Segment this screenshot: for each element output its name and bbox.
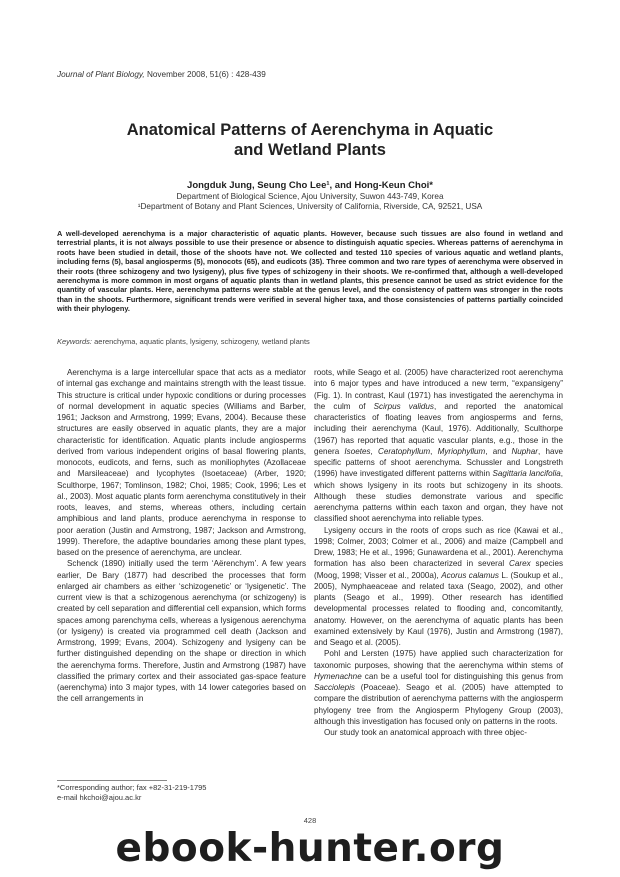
title-line-1: Anatomical Patterns of Aerenchyma in Aquatic (126, 121, 494, 139)
affiliation-1: Department of Biological Science, Ajou University, Suwon 443-749, Korea (176, 192, 444, 201)
keywords-label: Keywords: (57, 337, 93, 346)
body-column-right (314, 367, 563, 738)
journal-citation (57, 70, 266, 79)
author-list: Jongduk Jung, Seung Cho Lee¹, and Hong-Keun Choi* (187, 180, 433, 191)
page-number: 428 (303, 816, 317, 825)
paper-title (60, 120, 560, 160)
keywords (57, 337, 563, 346)
title-line-2: and Wetland Plants (234, 141, 386, 159)
body-paragraph: roots, while Seago et al. (2005) have characterized root aerenchyma into 6 major types and have introduced a new term, “expansigeny” (Fig. 1). In contrast, Kaul (1971) has investigated the aerenchyma in the culm of Scirpus validus, and reported the anatomical characteristics of floating leaves from angiosperms and ferns, including their aerenchyma (Kaul, 1976). Additionally, Sculthorpe (1967) has reported that aquatic vascular plants, e.g., those in the genera Isoetes, Ceratophyllum, Myriophyllum, and Nuphar, have specific patterns of shoot aerenchyma. Schussler and Longstreth (1996) have investigated different patterns within Sagittaria lancifolia, which shows lysigeny in its roots but schizogeny in its shoots. Although these studies demonstrate various and specific aerenchyma patterns within each taxon and organ, they have not classified shoot aerenchyma into reliable types. (314, 368, 564, 524)
footnote-fax: *Corresponding author; fax +82-31-219-1795 (57, 783, 207, 792)
footnote (57, 783, 306, 802)
body-paragraph: Schenck (1890) initially used the term ‘Aërenchym’. A few years earlier, De Bary (1877) had described the processes that form enlarged air chambers as either ‘schizogenetic’ or ‘lysigenetic’. The current view is that a schizogenous aerenchyma (or schizogeny) is created by cell separation and differential cell expansion, which forms spaces among parenchyma cells, whereas a lysigenous aerenchyma (or lysigeny) is created via programmed cell death (Jackson and Armstrong, 1999; Evans, 2004). Schizogeny and lysigeny can be further distinguished depending on the shape or direction in which the aerenchyma forms. Therefore, Justin and Armstrong (1987) have classified the primary cortex and their associated gas-space feature (aerenchyma) into 3 major types, with 14 lower categories based on the cell arrangements in (57, 559, 306, 704)
footnote-divider (57, 780, 167, 781)
body-paragraph: Aerenchyma is a large intercellular space that acts as a mediator of internal gas exchange and maintains strength with the least tissue. This structure is critical under hypoxic conditions or during processes of normal development in aquatic species (Williams and Barber, 1961; Jackson and Armstrong, 1999; Evans, 2004). Because these structures are easily observed in aquatic plants, they are a major characteristic for identification. Aquatic plants include angiosperms derived from various independent origins of basal flowering plants, monocots, eudicots, and ferns, such as moniliophytes (Azollaceae and Marsileaceae) and lycophytes (Isoetaceae) (Arber, 1920; Sculthorpe, 1967; Tomlinson, 1982; Choi, 1985; Cook, 1996; Les et al., 2003). Most aquatic plants form aerenchyma constitutively in their roots, leaves, and stems, whereas others, including certain amphibious and land plants, produce aerenchyma in response to poor aeration (Justin and Armstrong, 1987; Jackson and Armstrong, 1999). Therefore, the adaptive boundaries among these plant types, based on the presence of aerenchyma, are unclear. (57, 368, 306, 557)
body-paragraph: Lysigeny occurs in the roots of crops such as rice (Kawai et al., 1998; Colmer, 2003; Colmer et al., 2006) and maize (Campbell and Drew, 1983; He et al., 1996; Gunawardena et al., 2001). Aerenchyma formation has also been characterized in several Carex species (Moog, 1998; Visser et al., 2000a), Acorus calamus L. (Soukup et al., 2005), Nymphaeaceae and related taxa (Seago, 2002), and other plants (Seago et al., 1999). Other research has identified developmental processes related to flooding and, concomitantly, anatomy. However, on the aerenchyma of aquatic plants has been examined extensively by Kaul (1976), Justin and Armstrong (1987), and Seago et al. (2005). (314, 525, 564, 647)
body-column-left (57, 367, 306, 705)
journal-info: November 2008, 51(6) : 428-439 (144, 70, 266, 79)
body-paragraph: Pohl and Lersten (1975) have applied such characterization for taxonomic purposes, showing that the aerenchyma within stems of Hymenachne can be a useful tool for distinguishing this genus from Sacciolepis (Poaceae). Seago et al. (2005) have attempted to compare the distribution of aerenchyma patterns with the angiosperm phylogeny tree from the Angiosperm Phylogeny Group (2003), although this investigation has focused only on patterns in the roots. (314, 649, 563, 726)
abstract: A well-developed aerenchyma is a major characteristic of aquatic plants. However, because such tissues are also found in wetland and terrestrial plants, it is not always possible to use their presence or absence to distinguish aquatic species. Whereas patterns of aerenchyma in roots have been studied in detail, those of the shoots have not. We collected and tested 110 species of various aquatic and wetland plants, including ferns (5), basal angiosperms (5), monocots (65), and eudicots (35). Three common and two rare types of aerenchyma were observed in their roots (three schizogeny and two lysigeny), plus five types of schizogeny in their shoots. We re-confirmed that, although a well-developed aerenchyma is more common in most organs of aquatic plants than in wetland plants, this presence cannot be used as strict evidence for the quantity of vascular plants. Here, aerenchyma patterns were stable at the genus level, and the consistency of pattern was stronger in the roots than in the shoots. Furthermore, significant trends were verified in several higher taxa, and those consistencies of patterns partially coincided with their phylogeny. (57, 229, 563, 314)
body-paragraph: Our study took an anatomical approach with three objec- (324, 728, 527, 737)
footnote-email: e-mail hkchoi@ajou.ac.kr (57, 792, 142, 802)
keywords-text: aerenchyma, aquatic plants, lysigeny, schizogeny, wetland plants (92, 337, 310, 346)
affiliation-2: ¹Department of Botany and Plant Sciences, University of California, Riverside, CA, 92521, USA (137, 202, 483, 211)
watermark-text: ebook-hunter.org (115, 826, 505, 871)
journal-name: Journal of Plant Biology, (57, 70, 145, 79)
